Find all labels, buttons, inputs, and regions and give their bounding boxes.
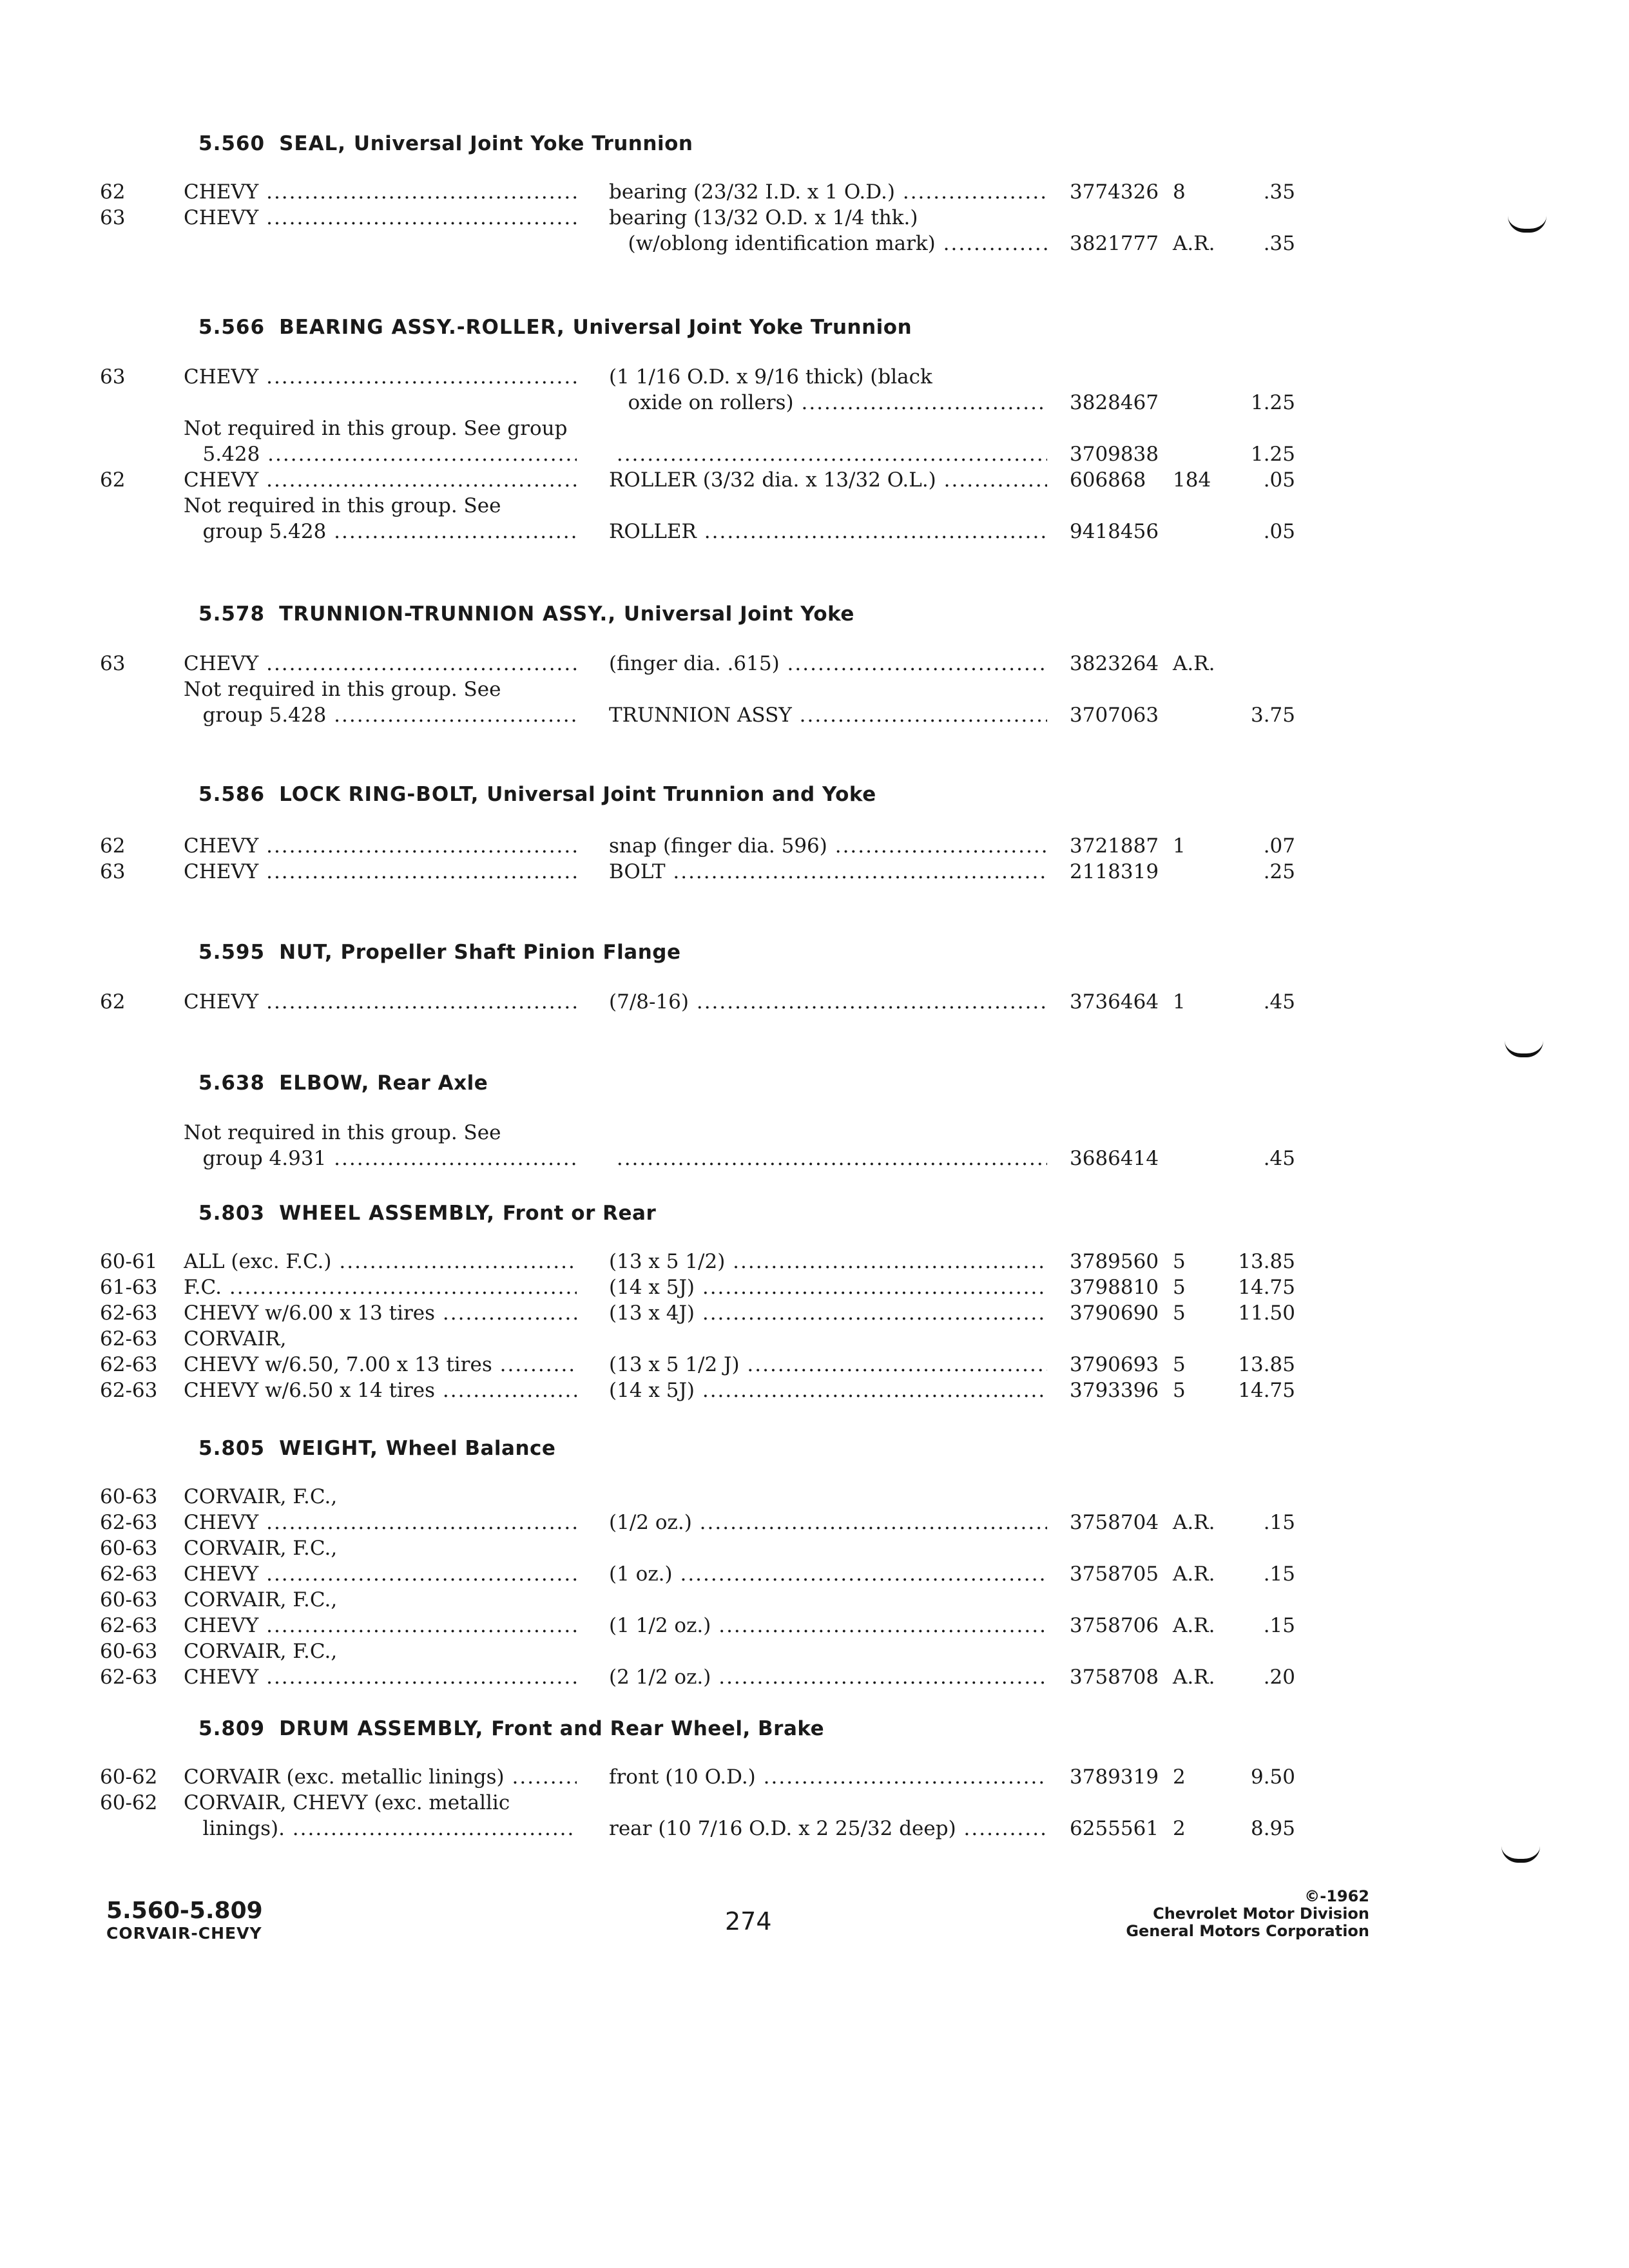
section-subtitle: Universal Joint Trunnion and Yoke [487, 783, 876, 806]
row-part-number: 3828467 [1070, 391, 1159, 414]
parts-row [0, 1510, 1353, 1535]
row-model: CHEVY ..... [184, 859, 577, 885]
row-part-number: 3758706 [1070, 1614, 1159, 1637]
row-price: 1.25 [1250, 391, 1295, 414]
section-heading [198, 1437, 555, 1460]
parts-row [0, 441, 1353, 467]
parts-row [0, 1639, 1353, 1664]
row-price: 14.75 [1238, 1276, 1295, 1299]
section-number: 5.809 [198, 1717, 265, 1740]
row-price: 14.75 [1238, 1379, 1295, 1402]
row-part-number: 3798810 [1070, 1276, 1159, 1299]
section-number: 5.595 [198, 941, 265, 964]
row-year: 62 [100, 834, 126, 858]
section-heading [198, 941, 680, 964]
row-part-number: 606868 [1070, 468, 1146, 492]
section-heading [198, 1072, 488, 1095]
section-title: LOCK RING-BOLT, [279, 783, 479, 806]
row-year: 62-63 [100, 1614, 158, 1637]
row-description: (14 x 5J) ..... [609, 1378, 1047, 1403]
section-subtitle: Universal Joint Yoke Trunnion [353, 132, 693, 155]
row-description: rear (10 7/16 O.D. x 2 25/32 deep) ..... [609, 1816, 1047, 1841]
row-part-number: 3707063 [1070, 704, 1159, 727]
row-model: CHEVY ..... [184, 205, 577, 231]
row-price: .15 [1263, 1562, 1295, 1586]
row-model: Not required in this group. See [184, 494, 501, 517]
row-part-number: 3736464 [1070, 990, 1159, 1014]
parts-row [0, 231, 1353, 256]
row-quantity: A.R. [1173, 232, 1215, 255]
section-heading [198, 1202, 656, 1225]
parts-row [0, 651, 1353, 677]
row-quantity: 5 [1173, 1353, 1186, 1376]
row-model: CHEVY ..... [184, 989, 577, 1015]
section-title: TRUNNION-TRUNNION ASSY., [279, 602, 617, 626]
row-year: 63 [100, 206, 126, 229]
parts-row [0, 1816, 1353, 1841]
row-quantity: A.R. [1173, 652, 1215, 675]
section-heading [198, 783, 876, 806]
page-number: 274 [725, 1907, 772, 1936]
row-description: (finger dia. .615) ..... [609, 651, 1047, 677]
row-year: 61-63 [100, 1276, 158, 1299]
row-description: bearing (23/32 I.D. x 1 O.D.) ..... [609, 179, 1047, 205]
parts-row [0, 1326, 1353, 1352]
row-quantity: A.R. [1173, 1666, 1215, 1689]
row-model: CORVAIR (exc. metallic linings) ..... [184, 1764, 577, 1790]
section-title: SEAL, [279, 132, 347, 155]
row-year: 62 [100, 468, 126, 492]
parts-row [0, 519, 1353, 544]
row-description: snap (finger dia. 596) ..... [609, 833, 1047, 859]
row-model: CHEVY ..... [184, 179, 577, 205]
section-title: WEIGHT, [279, 1437, 378, 1460]
footer-publisher [1095, 1888, 1369, 1940]
row-part-number: 3790693 [1070, 1353, 1159, 1376]
row-price: .35 [1263, 180, 1295, 204]
row-model: CORVAIR, F.C., [184, 1588, 338, 1611]
row-model: group 4.931 ..... [184, 1146, 577, 1171]
section-subtitle: Universal Joint Yoke [623, 602, 854, 626]
row-price: .25 [1263, 860, 1295, 883]
row-model: CHEVY w/6.50 x 14 tires ..... [184, 1378, 577, 1403]
section-subtitle: Universal Joint Yoke Trunnion [572, 316, 912, 339]
section-subtitle: Wheel Balance [385, 1437, 556, 1460]
row-description: (14 x 5J) ..... [609, 1274, 1047, 1300]
row-part-number: 3789560 [1070, 1250, 1159, 1273]
row-price: .45 [1263, 990, 1295, 1014]
row-description: oxide on rollers) ..... [609, 390, 1047, 416]
row-year: 62-63 [100, 1353, 158, 1376]
row-price: 13.85 [1238, 1250, 1295, 1273]
row-part-number: 3790690 [1070, 1302, 1159, 1325]
section-number: 5.803 [198, 1202, 265, 1225]
row-model: CORVAIR, [184, 1327, 287, 1350]
parts-row [0, 1146, 1353, 1171]
row-description: (1 oz.) ..... [609, 1561, 1047, 1587]
section-title: DRUM ASSEMBLY, [279, 1717, 484, 1740]
row-model: CORVAIR, F.C., [184, 1640, 338, 1663]
row-model: CHEVY w/6.50, 7.00 x 13 tires ..... [184, 1352, 577, 1378]
row-year: 60-61 [100, 1250, 158, 1273]
section-title: WHEEL ASSEMBLY, [279, 1202, 496, 1225]
row-price: .15 [1263, 1511, 1295, 1534]
section-number: 5.805 [198, 1437, 265, 1460]
row-price: 8.95 [1250, 1817, 1295, 1840]
row-quantity: 2 [1173, 1765, 1186, 1789]
row-year: 62-63 [100, 1379, 158, 1402]
parts-row [0, 493, 1353, 519]
row-price: 9.50 [1250, 1765, 1295, 1789]
row-part-number: 3758708 [1070, 1666, 1159, 1689]
section-subtitle: Rear Axle [377, 1072, 488, 1095]
row-description: ROLLER (3/32 dia. x 13/32 O.L.) ..... [609, 467, 1047, 493]
row-year: 62-63 [100, 1302, 158, 1325]
section-number: 5.566 [198, 316, 265, 339]
row-year: 63 [100, 652, 126, 675]
row-year: 60-63 [100, 1485, 158, 1508]
parts-row [0, 1378, 1353, 1403]
row-part-number: 3823264 [1070, 652, 1159, 675]
row-quantity: 5 [1173, 1302, 1186, 1325]
parts-row [0, 364, 1353, 390]
row-price: 13.85 [1238, 1353, 1295, 1376]
row-quantity: A.R. [1173, 1562, 1215, 1586]
parts-row [0, 1249, 1353, 1274]
parts-row [0, 1664, 1353, 1690]
row-model: CORVAIR, F.C., [184, 1537, 338, 1560]
row-quantity: 184 [1173, 468, 1211, 492]
row-price: .20 [1263, 1666, 1295, 1689]
row-description: (w/oblong identification mark) ..... [609, 231, 1047, 256]
row-description [609, 1146, 1047, 1171]
row-model: group 5.428 ..... [184, 519, 577, 544]
publisher-line-2: General Motors Corporation [1126, 1922, 1369, 1940]
row-description: BOLT ..... [609, 859, 1047, 885]
row-part-number: 3789319 [1070, 1765, 1159, 1789]
row-year: 60-63 [100, 1537, 158, 1560]
row-model: CHEVY ..... [184, 833, 577, 859]
row-quantity: 8 [1173, 180, 1186, 204]
row-model: 5.428 ..... [184, 441, 577, 467]
row-part-number: 3774326 [1070, 180, 1159, 204]
row-model: Not required in this group. See [184, 678, 501, 701]
row-part-number: 3821777 [1070, 232, 1159, 255]
parts-row [0, 1300, 1353, 1326]
row-year: 62-63 [100, 1562, 158, 1586]
parts-row [0, 1561, 1353, 1587]
parts-row [0, 989, 1353, 1015]
row-part-number: 9418456 [1070, 520, 1159, 543]
binding-mark [1508, 216, 1547, 233]
row-model: CORVAIR, F.C., [184, 1485, 338, 1508]
row-part-number: 3793396 [1070, 1379, 1159, 1402]
row-year: 62 [100, 990, 126, 1014]
row-model: CHEVY ..... [184, 364, 577, 390]
row-model: Not required in this group. See [184, 1121, 501, 1144]
row-year: 60-63 [100, 1640, 158, 1663]
row-year: 62-63 [100, 1511, 158, 1534]
row-model: linings). ..... [184, 1816, 577, 1841]
section-subtitle: Propeller Shaft Pinion Flange [340, 941, 681, 964]
row-part-number: 6255561 [1070, 1817, 1159, 1840]
parts-row [0, 1587, 1353, 1613]
row-description: (1 1/2 oz.) ..... [609, 1613, 1047, 1639]
section-heading [198, 316, 912, 339]
row-part-number: 3686414 [1070, 1147, 1159, 1170]
row-year: 60-63 [100, 1588, 158, 1611]
row-description: (1/2 oz.) ..... [609, 1510, 1047, 1535]
parts-row [0, 416, 1353, 441]
row-price: .35 [1263, 232, 1295, 255]
parts-row [0, 1352, 1353, 1378]
row-quantity: A.R. [1173, 1614, 1215, 1637]
row-quantity: 5 [1173, 1276, 1186, 1299]
row-part-number: 3758704 [1070, 1511, 1159, 1534]
row-price: .07 [1263, 834, 1295, 858]
row-quantity: 2 [1173, 1817, 1186, 1840]
row-model: CHEVY w/6.00 x 13 tires ..... [184, 1300, 577, 1326]
row-price: .45 [1263, 1147, 1295, 1170]
row-year: 62-63 [100, 1666, 158, 1689]
section-title: ELBOW, [279, 1072, 370, 1095]
parts-row [0, 179, 1353, 205]
binding-mark [1505, 1041, 1543, 1057]
row-description: (13 x 5 1/2) ..... [609, 1249, 1047, 1274]
parts-row [0, 1764, 1353, 1790]
row-description: (2 1/2 oz.) ..... [609, 1664, 1047, 1690]
row-model: ALL (exc. F.C.) ..... [184, 1249, 577, 1274]
row-price: 1.25 [1250, 443, 1295, 466]
row-model: CORVAIR, CHEVY (exc. metallic [184, 1791, 510, 1814]
section-number: 5.560 [198, 132, 265, 155]
row-description: bearing (13/32 O.D. x 1/4 thk.) [609, 206, 918, 229]
row-description: (13 x 4J) ..... [609, 1300, 1047, 1326]
parts-row [0, 833, 1353, 859]
row-model: Not required in this group. See group [184, 417, 568, 440]
row-quantity: A.R. [1173, 1511, 1215, 1534]
row-quantity: 5 [1173, 1250, 1186, 1273]
section-heading [198, 1717, 824, 1740]
parts-row [0, 1120, 1353, 1146]
row-description: (13 x 5 1/2 J) ..... [609, 1352, 1047, 1378]
section-title: NUT, [279, 941, 333, 964]
row-year: 63 [100, 860, 126, 883]
parts-row [0, 1613, 1353, 1639]
row-part-number: 3709838 [1070, 443, 1159, 466]
row-quantity: 1 [1173, 834, 1186, 858]
row-model: CHEVY ..... [184, 467, 577, 493]
row-year: 63 [100, 365, 126, 389]
copyright: ©-1962 [1304, 1887, 1369, 1905]
row-year: 62 [100, 180, 126, 204]
parts-row [0, 859, 1353, 885]
footer-section-range [106, 1898, 263, 1943]
section-number: 5.578 [198, 602, 265, 626]
parts-row [0, 677, 1353, 702]
section-number: 5.638 [198, 1072, 265, 1095]
row-year: 60-62 [100, 1765, 158, 1789]
row-description: (7/8-16) ..... [609, 989, 1047, 1015]
row-description: front (10 O.D.) ..... [609, 1764, 1047, 1790]
section-heading [198, 602, 854, 626]
row-model: CHEVY ..... [184, 651, 577, 677]
row-price: .05 [1263, 468, 1295, 492]
row-part-number: 3758705 [1070, 1562, 1159, 1586]
section-subtitle: Front or Rear [502, 1202, 657, 1225]
row-model: CHEVY ..... [184, 1561, 577, 1587]
row-description: (1 1/16 O.D. x 9/16 thick) (black [609, 365, 932, 389]
section-number: 5.586 [198, 783, 265, 806]
row-description: TRUNNION ASSY ..... [609, 702, 1047, 728]
section-title: BEARING ASSY.-ROLLER, [279, 316, 565, 339]
row-model: F.C. ..... [184, 1274, 577, 1300]
row-model: group 5.428 ..... [184, 702, 577, 728]
parts-row [0, 1535, 1353, 1561]
row-model: CHEVY ..... [184, 1664, 577, 1690]
parts-row [0, 1274, 1353, 1300]
parts-row [0, 1790, 1353, 1816]
parts-row [0, 205, 1353, 231]
footer-subtitle: CORVAIR-CHEVY [106, 1924, 262, 1943]
parts-row [0, 702, 1353, 728]
publisher-line-1: Chevrolet Motor Division [1153, 1905, 1369, 1923]
row-quantity: 5 [1173, 1379, 1186, 1402]
row-price: .15 [1263, 1614, 1295, 1637]
parts-row [0, 1484, 1353, 1510]
row-year: 62-63 [100, 1327, 158, 1350]
row-description [609, 441, 1047, 467]
row-part-number: 3721887 [1070, 834, 1159, 858]
row-quantity: 1 [1173, 990, 1186, 1014]
footer-code: 5.560-5.809 [106, 1898, 263, 1924]
row-price: .05 [1263, 520, 1295, 543]
row-description: ROLLER ..... [609, 519, 1047, 544]
row-year: 60-62 [100, 1791, 158, 1814]
row-price: 3.75 [1250, 704, 1295, 727]
parts-row [0, 467, 1353, 493]
section-heading [198, 132, 693, 155]
section-subtitle: Front and Rear Wheel, Brake [491, 1717, 825, 1740]
row-model: CHEVY ..... [184, 1510, 577, 1535]
row-model: CHEVY ..... [184, 1613, 577, 1639]
row-part-number: 2118319 [1070, 860, 1159, 883]
binding-mark [1501, 1846, 1540, 1863]
parts-row [0, 390, 1353, 416]
row-price: 11.50 [1238, 1302, 1295, 1325]
